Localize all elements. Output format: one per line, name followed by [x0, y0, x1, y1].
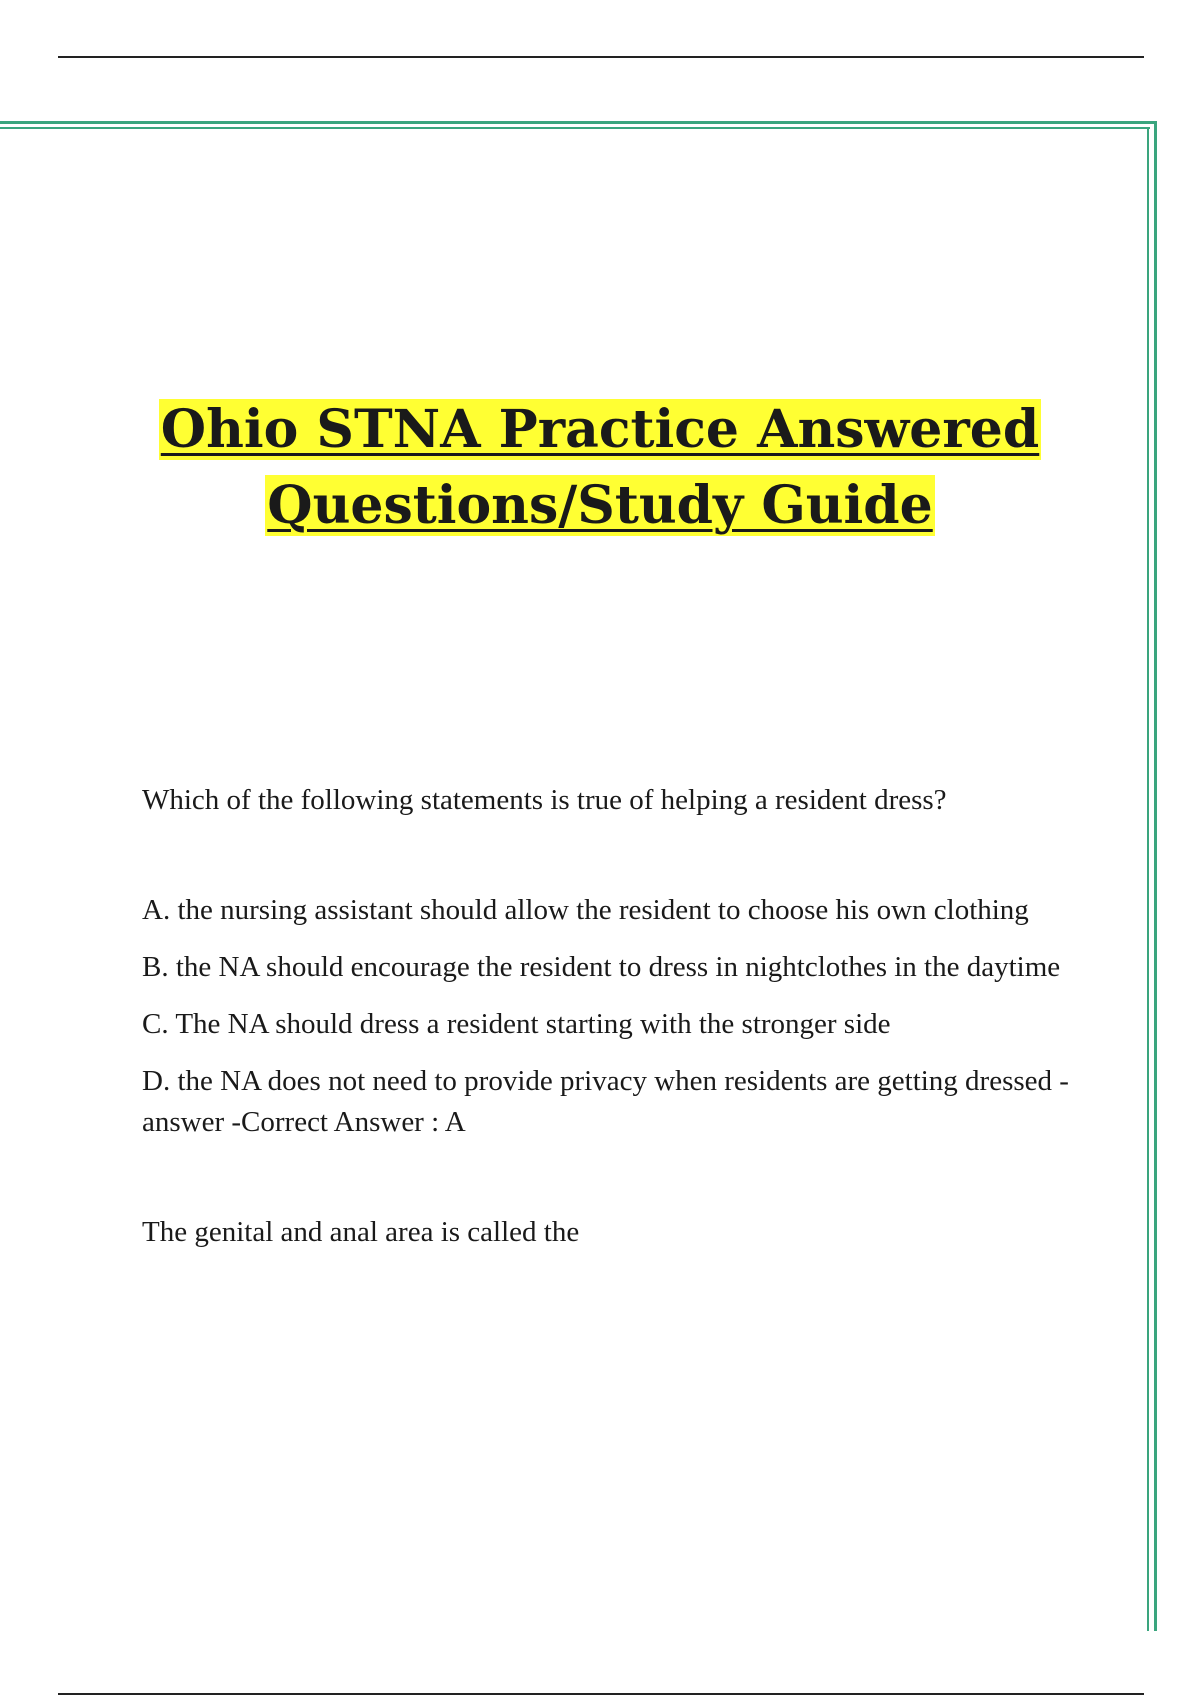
question-1-text: Which of the following statements is true of helping a resident dress? [142, 784, 947, 816]
page-border-right-inner [1147, 127, 1149, 1631]
question-1-option-b: B. the NA should encourage the resident to dress in nightclothes in the daytime [142, 951, 1061, 983]
document-body [142, 780, 1082, 1322]
document-title [100, 392, 1100, 544]
page-border-top-outer [0, 121, 1156, 124]
page-border-right-outer [1154, 121, 1157, 1631]
question-1-option-d: D. the NA does not need to provide privacy when residents are getting dressed - answer -Correct Answer : A [142, 1065, 1069, 1138]
question-2-text: The genital and anal area is called the [142, 1216, 580, 1248]
document-title-line-2: Questions/Study Guide [267, 475, 933, 536]
header-rule [58, 56, 1144, 58]
question-1-option-a: A. the nursing assistant should allow the resident to choose his own clothing [142, 894, 1029, 926]
footer-rule [58, 1693, 1144, 1695]
document-title-line-1: Ohio STNA Practice Answered [160, 399, 1040, 460]
page-border-top-inner [0, 127, 1150, 129]
question-1-option-c: C. The NA should dress a resident starting with the stronger side [142, 1008, 891, 1040]
